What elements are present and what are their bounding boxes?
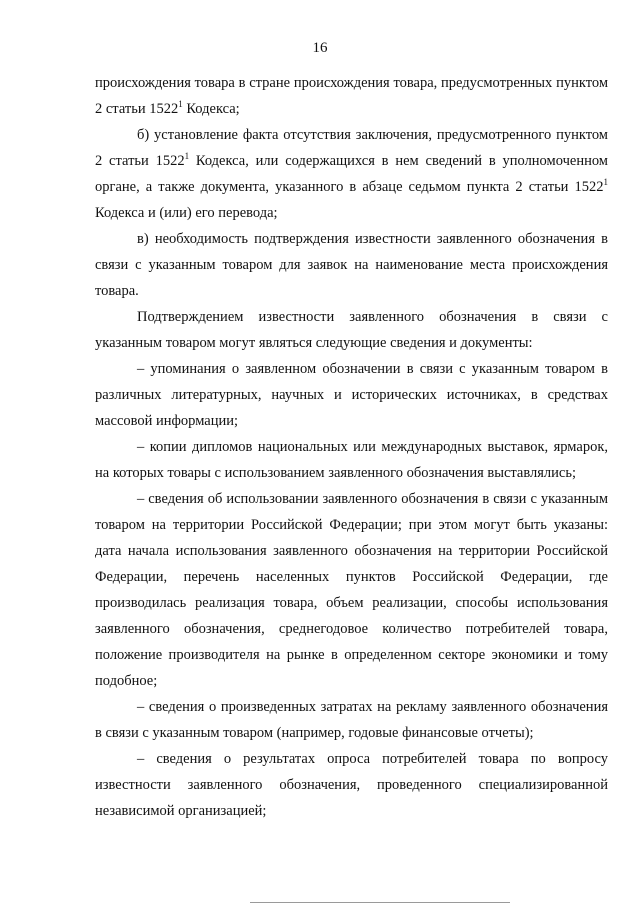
- paragraph-item-v: в) необходимость подтверждения известности заявленного обозначения в связи с указанным товаром для заявок на наименование места происхождения товара.: [95, 231, 608, 299]
- paragraph-item-b: б) установление факта отсутствия заключения, предусмотренного пунктом 2 статьи 1522$^1$ Кодекса, или содержащихся в нем сведений в уполномоченном органе, а также документа, указанного в абзаце седьмом пункта 2 статьи 1522$^1$ Кодекса и (или) его перевода;: [95, 127, 608, 221]
- list-item-mentions: – упоминания о заявленном обозначении в связи с указанным товаром в различных литературных, научных и исторических источниках, в средствах массовой информации;: [95, 361, 608, 429]
- list-item-diplomas: – копии дипломов национальных или международных выставок, ярмарок, на которых товары с использованием заявленного обозначения выставлялись;: [95, 439, 608, 481]
- paragraph-confirmation: Подтверждением известности заявленного обозначения в связи с указанным товаром могут являться следующие сведения и документы:: [95, 309, 608, 351]
- page-number: 16: [312, 40, 328, 56]
- list-item-advertising: – сведения о произведенных затратах на рекламу заявленного обозначения в связи с указанным товаром (например, годовые финансовые отчеты);: [95, 699, 608, 741]
- document-body: [95, 70, 608, 824]
- list-item-usage: – сведения об использовании заявленного обозначения в связи с указанным товаром на территории Российской Федерации; при этом могут быть указаны: дата начала использования заявленного обозначения на территории Российской Федерации, перечень населенных пунктов Российской Федерации, где производилась реализация товара, объем реализации, способы использования заявленного обозначения, среднегодовое количество потребителей товара, положение производителя на рынке в определенном секторе экономики и тому подобное;: [95, 491, 608, 689]
- paragraph-continuation: происхождения товара в стране происхождения товара, предусмотренных пунктом 2 статьи 1522$^1$ Кодекса;: [95, 75, 608, 117]
- scan-edge-line: [250, 902, 510, 903]
- list-item-survey: – сведения о результатах опроса потребителей товара по вопросу известности заявленного обозначения, проведенного специализированной независимой организацией;: [95, 751, 608, 819]
